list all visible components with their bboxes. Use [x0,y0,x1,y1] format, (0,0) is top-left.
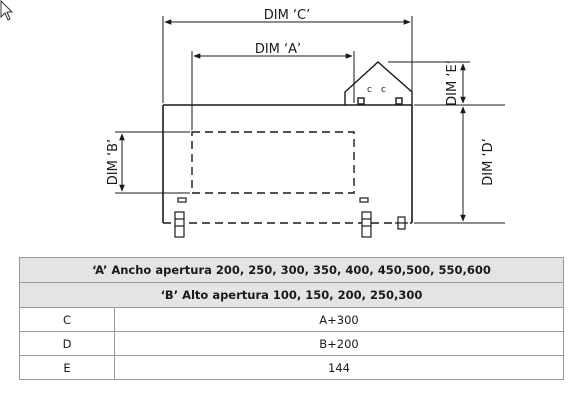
table-row [20,308,564,332]
damper-body [163,105,412,223]
opening-outline [192,132,354,193]
dim-a-label: DIM ‘A’ [254,42,302,57]
housing-label-1: c [367,85,372,95]
housing-label-2: c [381,85,386,95]
dim-a-lines [192,51,354,130]
actuator-housing [345,62,412,105]
row-key: E [20,356,115,380]
table-header-row-b [20,283,564,308]
table-row [20,356,564,380]
dimension-table [19,257,564,380]
dim-b-lines [115,132,190,193]
dim-c-label: DIM ‘C’ [263,8,311,23]
header-opening-width: ‘A’ Ancho apertura 200, 250, 300, 350, 400, 450,500, 550,600 [20,258,564,283]
row-key: C [20,308,115,332]
row-key: D [20,332,115,356]
dim-b-label: DIM ‘B’ [106,138,121,186]
mounting-feet [175,198,408,237]
row-value: A+300 [115,308,564,332]
dim-d-label: DIM ‘D’ [481,138,496,186]
table-row [20,332,564,356]
row-value: 144 [115,356,564,380]
dim-e-label: DIM ‘E’ [445,60,460,106]
row-value: B+200 [115,332,564,356]
header-opening-height: ‘B’ Alto apertura 100, 150, 200, 250,300 [20,283,564,308]
table-header-row-a [20,258,564,283]
